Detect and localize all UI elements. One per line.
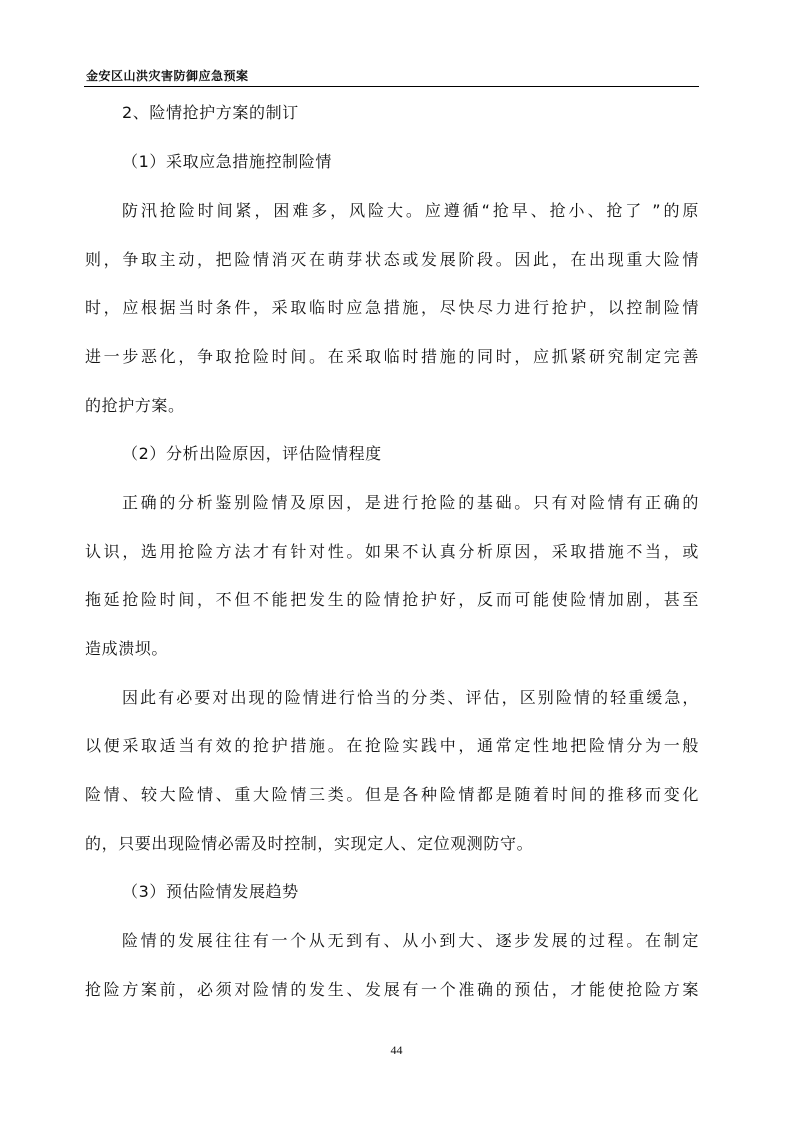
paragraph-line: 则，争取主动，把险情消灭在萌芽状态或发展阶段。因此，在出现重大险情 — [85, 250, 699, 269]
page-number: 44 — [390, 1043, 403, 1057]
paragraph-line: 正确的分析鉴别险情及原因，是进行抢险的基础。只有对险情有正确的 — [122, 493, 699, 512]
header-divider — [84, 86, 699, 87]
paragraph-line: 拖延抢险时间，不但不能把发生的险情抢护好，反而可能使险情加剧，甚至 — [85, 590, 699, 609]
paragraph-line: 险情、较大险情、重大险情三类。但是各种险情都是随着时间的推移而变化 — [85, 785, 699, 804]
paragraph-line: 时，应根据当时条件，采取临时应急措施，尽快尽力进行抢护，以控制险情 — [85, 298, 699, 317]
paragraph-line: 险情的发展往往有一个从无到有、从小到大、逐步发展的过程。在制定 — [122, 931, 699, 950]
section-heading: 2、险情抢护方案的制订 — [122, 103, 299, 122]
paragraph-line: 的抢护方案。 — [85, 396, 185, 415]
paragraph-line: 进一步恶化，争取抢险时间。在采取临时措施的同时，应抓紧研究制定完善 — [85, 347, 699, 366]
paragraph-line: 因此有必要对出现的险情进行恰当的分类、评估，区别险情的轻重缓急， — [122, 688, 699, 707]
document-title: 金安区山洪灾害防御应急预案 — [86, 69, 249, 83]
paragraph-line: 造成溃坝。 — [85, 639, 169, 658]
paragraph-line: 抢险方案前，必须对险情的发生、发展有一个准确的预估，才能使抢险方案 — [85, 980, 699, 999]
subsection-heading-3: （3）预估险情发展趋势 — [122, 882, 299, 901]
subsection-heading-1: （1）采取应急措施控制险情 — [122, 152, 332, 171]
paragraph-line: 的，只要出现险情必需及时控制，实现定人、定位观测防守。 — [85, 834, 534, 853]
paragraph-line: 认识，选用抢险方法才有针对性。如果不认真分析原因，采取措施不当，或 — [85, 542, 699, 561]
paragraph-line: 以便采取适当有效的抢护措施。在抢险实践中，通常定性地把险情分为一般 — [85, 736, 699, 755]
subsection-heading-2: （2）分析出险原因，评估险情程度 — [122, 444, 382, 463]
paragraph-line: 防汛抢险时间紧，困难多，风险大。应遵循“抢早、抢小、抢了 ”的原 — [122, 201, 699, 220]
